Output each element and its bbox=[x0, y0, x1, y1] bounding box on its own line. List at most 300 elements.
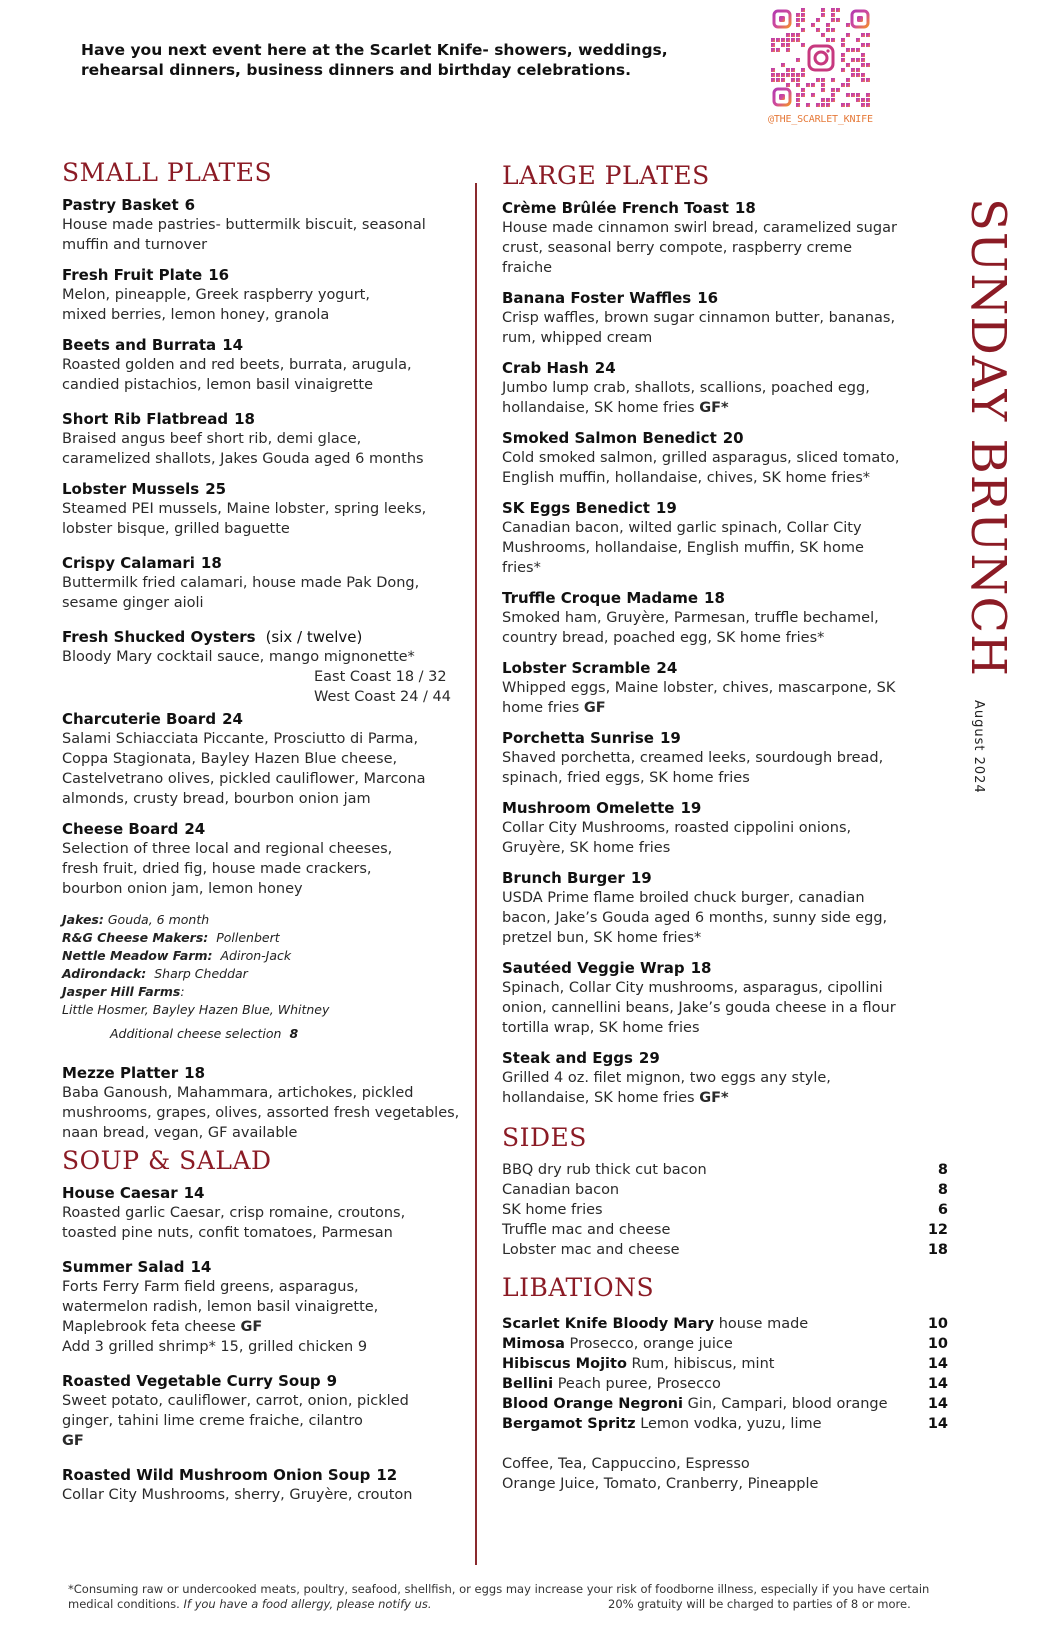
qr-module bbox=[866, 103, 870, 107]
gf-badge: GF bbox=[62, 1433, 84, 1449]
libation-desc: house made bbox=[718, 1316, 809, 1332]
item-name: Steak and Eggs bbox=[502, 1049, 633, 1067]
item-note: (six / twelve) bbox=[265, 628, 363, 646]
qr-module bbox=[846, 33, 850, 37]
cheese-name: Pollenbert bbox=[216, 930, 280, 945]
item-description bbox=[502, 1068, 902, 1108]
qr-module bbox=[796, 38, 800, 42]
qr-module bbox=[826, 23, 830, 27]
qr-module bbox=[786, 83, 790, 87]
qr-module bbox=[771, 38, 775, 42]
item-description: Steamed PEI mussels, Maine lobster, spring leeks, lobster bisque, grilled baguette bbox=[62, 501, 427, 537]
qr-module bbox=[791, 78, 795, 82]
libation-name: Blood Orange Negroni bbox=[502, 1396, 683, 1412]
item-description bbox=[502, 218, 902, 278]
qr-module bbox=[826, 103, 830, 107]
menu-item-house-caesar bbox=[62, 1183, 462, 1243]
qr-module bbox=[851, 93, 855, 97]
qr-module bbox=[836, 18, 840, 22]
qr-module bbox=[816, 18, 820, 22]
cheese-line bbox=[62, 929, 462, 947]
side-item bbox=[502, 1240, 948, 1260]
qr-module bbox=[796, 58, 800, 62]
item-price: 18 bbox=[690, 959, 712, 977]
qr-module bbox=[846, 78, 850, 82]
item-description-text: Jumbo lump crab, shallots, scallions, poached egg, hollandaise, SK home fries bbox=[502, 380, 870, 416]
item-price: 24 bbox=[184, 820, 206, 838]
item-price: 20 bbox=[722, 429, 744, 447]
item-description: House made pastries- buttermilk biscuit, seasonal muffin and turnover bbox=[62, 217, 426, 253]
qr-module bbox=[796, 78, 800, 82]
qr-module bbox=[801, 18, 805, 22]
right-column bbox=[502, 158, 947, 1494]
menu-item-mezze-platter bbox=[62, 1063, 462, 1143]
qr-module bbox=[796, 23, 800, 27]
item-name: Crème Brûlée French Toast bbox=[502, 199, 729, 217]
item-description-text: Cold smoked salmon, grilled asparagus, sliced tomato, English muffin, hollandaise, chives, SK home fries* bbox=[502, 450, 900, 486]
qr-module bbox=[801, 28, 805, 32]
footer bbox=[68, 1582, 968, 1612]
qr-module bbox=[866, 78, 870, 82]
gf-badge: GF bbox=[583, 700, 606, 716]
qr-module bbox=[801, 8, 805, 12]
qr-module bbox=[831, 13, 835, 17]
qr-module bbox=[791, 68, 795, 72]
qr-module bbox=[836, 8, 840, 12]
qr-module bbox=[796, 33, 800, 37]
cheese-maker: Adirondack: bbox=[62, 966, 147, 981]
item-description: Selection of three local and regional cheeses, fresh fruit, dried fig, house made crackers, bourbon onion jam, lemon honey bbox=[62, 841, 393, 897]
libation-price: 14 bbox=[927, 1396, 948, 1412]
menu-item-large-plate bbox=[502, 588, 902, 648]
qr-module bbox=[851, 73, 855, 77]
item-price: 18 bbox=[234, 410, 255, 428]
libation-desc: Rum, hibiscus, mint bbox=[631, 1356, 775, 1372]
item-description: Sweet potato, cauliflower, carrot, onion, pickled ginger, tahini lime creme fraiche, cilantro bbox=[62, 1393, 409, 1429]
libation-name: Bellini bbox=[502, 1376, 554, 1392]
side-name: Truffle mac and cheese bbox=[502, 1222, 671, 1238]
qr-module bbox=[841, 103, 845, 107]
item-name: Mushroom Omelette bbox=[502, 799, 675, 817]
qr-module bbox=[776, 78, 780, 82]
section-title-soup-salad: SOUP & SALAD bbox=[62, 1146, 272, 1175]
item-description-text: USDA Prime flame broiled chuck burger, canadian bacon, Jake’s Gouda aged 6 months, sunny side egg, pretzel bun, SK home fries* bbox=[502, 890, 888, 946]
menu-item-beets-burrata bbox=[62, 335, 462, 395]
qr-module bbox=[841, 43, 845, 47]
qr-module bbox=[861, 73, 865, 77]
item-name: Mezze Platter bbox=[62, 1064, 179, 1082]
menu-item-large-plate bbox=[502, 198, 902, 278]
item-price: 18 bbox=[734, 199, 756, 217]
libation-desc: Prosecco, orange juice bbox=[569, 1336, 733, 1352]
item-name: Lobster Scramble bbox=[502, 659, 651, 677]
qr-module bbox=[831, 78, 835, 82]
item-description-text: Crisp waffles, brown sugar cinnamon butter, bananas, rum, whipped cream bbox=[502, 310, 896, 346]
coffee-options: Coffee, Tea, Cappuccino, Espresso bbox=[502, 1456, 750, 1472]
qr-module bbox=[856, 93, 860, 97]
qr-module bbox=[816, 28, 820, 32]
west-coast-price: West Coast 24 / 44 bbox=[314, 689, 451, 705]
menu-item-fresh-fruit-plate bbox=[62, 265, 462, 325]
menu-item-large-plate bbox=[502, 728, 902, 788]
qr-module bbox=[821, 98, 825, 102]
cheese-maker: Jasper Hill Farms bbox=[62, 984, 181, 999]
qr-module bbox=[821, 83, 825, 87]
item-name: Fresh Shucked Oysters bbox=[62, 628, 256, 646]
qr-module bbox=[781, 78, 785, 82]
qr-module bbox=[866, 63, 870, 67]
libation-item bbox=[502, 1394, 948, 1414]
additional-cheese-label: Additional cheese selection bbox=[110, 1026, 282, 1041]
qr-module bbox=[866, 43, 870, 47]
item-name: Charcuterie Board bbox=[62, 710, 217, 728]
column-divider bbox=[475, 183, 477, 1565]
qr-module bbox=[801, 88, 805, 92]
item-description bbox=[502, 748, 902, 788]
item-description: Collar City Mushrooms, sherry, Gruyère, crouton bbox=[62, 1487, 413, 1503]
qr-module bbox=[786, 33, 790, 37]
item-description-text: Shaved porchetta, creamed leeks, sourdough bread, spinach, fried eggs, SK home fries bbox=[502, 750, 884, 786]
libation-name: Bergamot Spritz bbox=[502, 1416, 636, 1432]
qr-module bbox=[851, 48, 855, 52]
menu-item-mushroom-onion-soup bbox=[62, 1465, 462, 1505]
menu-item-summer-salad bbox=[62, 1257, 462, 1357]
cheese-line bbox=[62, 983, 462, 1001]
qr-module bbox=[831, 28, 835, 32]
qr-module bbox=[796, 13, 800, 17]
item-price: 29 bbox=[638, 1049, 660, 1067]
qr-module bbox=[796, 18, 800, 22]
item-description bbox=[502, 448, 902, 488]
libation-name: Scarlet Knife Bloody Mary bbox=[502, 1316, 715, 1332]
libation-text bbox=[502, 1354, 774, 1374]
libation-name: Mimosa bbox=[502, 1336, 565, 1352]
qr-module bbox=[861, 43, 865, 47]
qr-module bbox=[861, 58, 865, 62]
qr-module bbox=[796, 103, 800, 107]
qr-module bbox=[836, 88, 840, 92]
side-name: Canadian bacon bbox=[502, 1182, 620, 1198]
section-title-libations: LIBATIONS bbox=[502, 1273, 655, 1302]
qr-module bbox=[796, 93, 800, 97]
item-description bbox=[502, 308, 902, 348]
libation-item bbox=[502, 1314, 948, 1334]
item-price: 24 bbox=[594, 359, 616, 377]
qr-module bbox=[861, 103, 865, 107]
item-price: 16 bbox=[208, 266, 230, 284]
qr-module bbox=[776, 73, 780, 77]
item-name: Truffle Croque Madame bbox=[502, 589, 699, 607]
qr-module bbox=[861, 33, 865, 37]
qr-module bbox=[856, 48, 860, 52]
item-name: Cheese Board bbox=[62, 820, 179, 838]
item-price: 6 bbox=[184, 196, 196, 214]
item-name: Roasted Vegetable Curry Soup bbox=[62, 1372, 321, 1390]
additional-cheese bbox=[62, 1025, 462, 1043]
qr-module bbox=[846, 93, 850, 97]
item-name: Roasted Wild Mushroom Onion Soup bbox=[62, 1466, 371, 1484]
east-coast-price: East Coast 18 / 32 bbox=[314, 669, 447, 685]
side-name: SK home fries bbox=[502, 1202, 603, 1218]
libation-price: 14 bbox=[927, 1376, 948, 1392]
item-price: 18 bbox=[704, 589, 725, 607]
item-description-text: Smoked ham, Gruyère, Parmesan, truffle bechamel, country bread, poached egg, SK home fries* bbox=[502, 610, 879, 646]
menu-item-lobster-mussels bbox=[62, 479, 462, 539]
qr-module bbox=[846, 48, 850, 52]
libation-desc: Lemon vodka, yuzu, lime bbox=[640, 1416, 822, 1432]
libation-item bbox=[502, 1374, 948, 1394]
item-addons: Add 3 grilled shrimp* 15, grilled chicken 9 bbox=[62, 1339, 368, 1355]
qr-module bbox=[781, 43, 785, 47]
menu-item-curry-soup bbox=[62, 1371, 462, 1451]
item-description bbox=[502, 978, 902, 1038]
qr-module bbox=[861, 98, 865, 102]
qr-module bbox=[841, 58, 845, 62]
cheese-line bbox=[62, 965, 462, 983]
item-price: 14 bbox=[222, 336, 244, 354]
qr-module bbox=[846, 63, 850, 67]
item-description: Buttermilk fried calamari, house made Pak Dong, sesame ginger aioli bbox=[62, 575, 420, 611]
libations-list bbox=[502, 1314, 947, 1434]
qr-module bbox=[841, 68, 845, 72]
menu-item-cheese-board bbox=[62, 819, 462, 899]
qr-module bbox=[841, 38, 845, 42]
item-name: Beets and Burrata bbox=[62, 336, 217, 354]
qr-module bbox=[866, 93, 870, 97]
libation-desc: Gin, Campari, blood orange bbox=[687, 1396, 888, 1412]
libation-text bbox=[502, 1374, 721, 1394]
cheese-maker: R&G Cheese Makers: bbox=[62, 930, 209, 945]
item-description: Salami Schiacciata Piccante, Prosciutto di Parma, Coppa Stagionata, Bayley Hazen Blue cheese, Castelvetrano olives, pickled cauliflower, Marcona almonds, crusty bread, bourbon onion jam bbox=[62, 731, 426, 807]
item-description: Melon, pineapple, Greek raspberry yogurt, mixed berries, lemon honey, granola bbox=[62, 287, 370, 323]
item-name: Lobster Mussels bbox=[62, 480, 200, 498]
qr-module bbox=[796, 73, 800, 77]
libation-text bbox=[502, 1334, 733, 1354]
qr-module bbox=[801, 43, 805, 47]
qr-module bbox=[786, 73, 790, 77]
additional-cheese-price: 8 bbox=[289, 1026, 299, 1041]
menu-item-short-rib-flatbread bbox=[62, 409, 462, 469]
qr-module bbox=[846, 103, 850, 107]
menu-item-large-plate bbox=[502, 798, 902, 858]
libation-desc: Peach puree, Prosecco bbox=[557, 1376, 721, 1392]
item-name: Fresh Fruit Plate bbox=[62, 266, 203, 284]
side-price: 8 bbox=[937, 1182, 948, 1198]
item-name: Brunch Burger bbox=[502, 869, 625, 887]
section-title-small-plates: SMALL PLATES bbox=[62, 158, 273, 187]
qr-module bbox=[786, 68, 790, 72]
menu-item-large-plate bbox=[502, 428, 902, 488]
item-name: Smoked Salmon Benedict bbox=[502, 429, 717, 447]
item-description bbox=[502, 888, 902, 948]
cheese-maker: Nettle Meadow Farm: bbox=[62, 948, 213, 963]
large-plates-list bbox=[502, 198, 947, 1108]
menu-item-large-plate bbox=[502, 288, 902, 348]
item-name: Sautéed Veggie Wrap bbox=[502, 959, 685, 977]
qr-module bbox=[856, 68, 860, 72]
side-price: 18 bbox=[927, 1242, 948, 1258]
item-description-text: Whipped eggs, Maine lobster, chives, mascarpone, SK home fries bbox=[502, 680, 896, 716]
qr-block[interactable] bbox=[768, 8, 878, 125]
libation-item bbox=[502, 1354, 948, 1374]
item-price: 18 bbox=[184, 1064, 206, 1082]
juice-options: Orange Juice, Tomato, Cranberry, Pineapple bbox=[502, 1476, 819, 1492]
qr-module bbox=[801, 73, 805, 77]
qr-module bbox=[826, 98, 830, 102]
qr-module bbox=[831, 93, 835, 97]
menu-item-large-plate bbox=[502, 658, 902, 718]
libation-price: 10 bbox=[927, 1316, 948, 1332]
item-name: Crab Hash bbox=[502, 359, 589, 377]
qr-module bbox=[776, 48, 780, 52]
qr-module bbox=[786, 43, 790, 47]
libation-text bbox=[502, 1314, 808, 1334]
qr-module bbox=[771, 43, 775, 47]
item-price: 14 bbox=[183, 1184, 205, 1202]
libation-price: 14 bbox=[927, 1356, 948, 1372]
item-description-text: House made cinnamon swirl bread, caramelized sugar crust, seasonal berry compote, raspberry creme fraiche bbox=[502, 220, 897, 276]
menu-item-large-plate bbox=[502, 358, 902, 418]
item-price: 19 bbox=[680, 799, 702, 817]
item-description: Braised angus beef short rib, demi glace, caramelized shallots, Jakes Gouda aged 6 months bbox=[62, 431, 424, 467]
qr-module bbox=[791, 73, 795, 77]
qr-module bbox=[811, 93, 815, 97]
qr-module bbox=[821, 78, 825, 82]
gf-badge: GF bbox=[240, 1319, 263, 1335]
menu-item-oysters bbox=[62, 627, 462, 707]
item-description bbox=[62, 1277, 382, 1337]
qr-module bbox=[856, 38, 860, 42]
libation-text bbox=[502, 1394, 888, 1414]
item-name: Summer Salad bbox=[62, 1258, 185, 1276]
side-title: SUNDAY BRUNCH bbox=[960, 198, 1016, 677]
qr-module bbox=[811, 83, 815, 87]
libation-price: 10 bbox=[927, 1336, 948, 1352]
menu-item-large-plate bbox=[502, 498, 902, 578]
qr-module bbox=[831, 88, 835, 92]
side-name: Lobster mac and cheese bbox=[502, 1242, 680, 1258]
item-price: 14 bbox=[190, 1258, 212, 1276]
item-description: Baba Ganoush, Mahammara, artichokes, pickled mushrooms, grapes, olives, assorted fresh vegetables, naan bread, vegan, GF available bbox=[62, 1085, 460, 1141]
cheese-list bbox=[62, 911, 462, 1019]
section-title-large-plates: LARGE PLATES bbox=[502, 161, 710, 190]
cheese-name: Adiron-Jack bbox=[220, 948, 292, 963]
qr-module bbox=[816, 78, 820, 82]
qr-module bbox=[831, 8, 835, 12]
item-description-text: Canadian bacon, wilted garlic spinach, Collar City Mushrooms, hollandaise, English muffin, SK home fries* bbox=[502, 520, 864, 576]
qr-module bbox=[866, 33, 870, 37]
side-date: August 2024 bbox=[971, 700, 986, 794]
gf-badge: GF* bbox=[699, 400, 729, 416]
qr-module bbox=[821, 33, 825, 37]
menu-item-large-plate bbox=[502, 1048, 902, 1108]
gf-badge: GF* bbox=[699, 1090, 729, 1106]
item-name: House Caesar bbox=[62, 1184, 178, 1202]
libation-item bbox=[502, 1414, 948, 1434]
qr-module bbox=[791, 33, 795, 37]
side-item bbox=[502, 1200, 948, 1220]
menu-item-large-plate bbox=[502, 868, 902, 948]
social-handle[interactable]: @THE_SCARLET_KNIFE bbox=[768, 114, 873, 125]
cheese-name: : bbox=[180, 984, 185, 999]
cheese-name: Gouda, 6 month bbox=[107, 912, 210, 927]
item-price: 19 bbox=[630, 869, 652, 887]
item-price: 19 bbox=[655, 499, 677, 517]
qr-module bbox=[851, 58, 855, 62]
section-title-sides: SIDES bbox=[502, 1123, 587, 1152]
item-description bbox=[502, 678, 902, 718]
qr-module bbox=[771, 68, 775, 72]
cheese-line: Little Hosmer, Bayley Hazen Blue, Whitney bbox=[62, 1002, 330, 1017]
qr-module bbox=[781, 63, 785, 67]
item-description bbox=[502, 608, 902, 648]
item-description bbox=[502, 818, 902, 858]
item-price: 12 bbox=[376, 1466, 398, 1484]
item-description bbox=[502, 378, 902, 418]
item-description: Roasted garlic Caesar, crisp romaine, croutons, toasted pine nuts, confit tomatoes, Parmesan bbox=[62, 1205, 406, 1241]
menu-item-crispy-calamari bbox=[62, 553, 462, 613]
qr-module bbox=[866, 98, 870, 102]
instagram-qr-icon[interactable] bbox=[771, 8, 871, 108]
item-description-text: Forts Ferry Farm field greens, asparagus, watermelon radish, lemon basil vinaigrette, Maplebrook feta cheese bbox=[62, 1279, 379, 1335]
side-title-block bbox=[962, 198, 1022, 688]
footer-gratuity: 20% gratuity will be charged to parties of 8 or more. bbox=[608, 1597, 911, 1611]
side-item bbox=[502, 1220, 948, 1240]
item-description-text: Collar City Mushrooms, roasted cippolini onions, Gruyère, SK home fries bbox=[502, 820, 852, 856]
qr-module bbox=[786, 48, 790, 52]
item-price: 18 bbox=[200, 554, 222, 572]
item-price: 16 bbox=[697, 289, 719, 307]
side-price: 12 bbox=[927, 1222, 948, 1238]
item-description: Bloody Mary cocktail sauce, mango mignonette* bbox=[62, 649, 415, 665]
libation-text bbox=[502, 1414, 822, 1434]
qr-module bbox=[796, 98, 800, 102]
qr-module bbox=[821, 8, 825, 12]
item-name: Short Rib Flatbread bbox=[62, 410, 229, 428]
qr-module bbox=[831, 98, 835, 102]
side-item bbox=[502, 1160, 948, 1180]
side-price: 8 bbox=[937, 1162, 948, 1178]
cheese-line bbox=[62, 911, 462, 929]
qr-module bbox=[846, 83, 850, 87]
qr-module bbox=[781, 38, 785, 42]
qr-module bbox=[821, 13, 825, 17]
qr-module bbox=[821, 88, 825, 92]
qr-module bbox=[776, 38, 780, 42]
cheese-line bbox=[62, 947, 462, 965]
qr-module bbox=[816, 103, 820, 107]
menu-item-charcuterie-board bbox=[62, 709, 462, 809]
sides-list bbox=[502, 1160, 947, 1260]
qr-module bbox=[856, 73, 860, 77]
qr-module bbox=[801, 13, 805, 17]
qr-module bbox=[856, 58, 860, 62]
menu-item-large-plate bbox=[502, 958, 902, 1038]
item-description-text: Spinach, Collar City mushrooms, asparagus, cipollini onion, cannellini beans, Jake’s gouda cheese in a flour tortilla wrap, SK home fries bbox=[502, 980, 896, 1036]
item-description: Roasted golden and red beets, burrata, arugula, candied pistachios, lemon basil vinaigrette bbox=[62, 357, 412, 393]
side-item bbox=[502, 1180, 948, 1200]
libation-item bbox=[502, 1334, 948, 1354]
qr-module bbox=[831, 18, 835, 22]
item-price: 24 bbox=[222, 710, 243, 728]
footer-allergy: If you have a food allergy, please notify us. bbox=[183, 1597, 432, 1611]
qr-module bbox=[861, 53, 865, 57]
item-price: 9 bbox=[326, 1372, 338, 1390]
qr-module bbox=[786, 38, 790, 42]
qr-module bbox=[841, 53, 845, 57]
side-price: 6 bbox=[937, 1202, 948, 1218]
qr-module bbox=[811, 23, 815, 27]
